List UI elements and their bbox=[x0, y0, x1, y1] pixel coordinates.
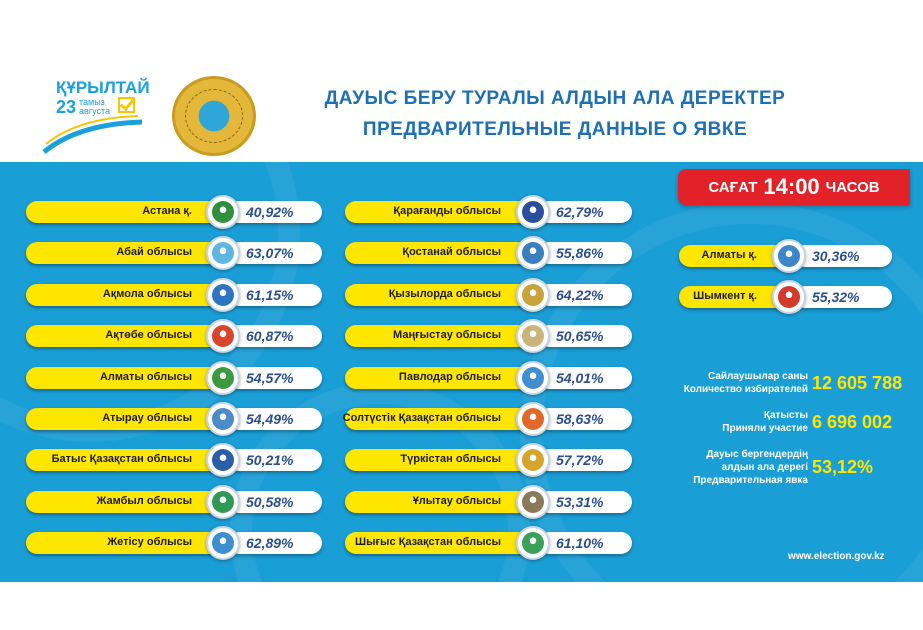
region-pill bbox=[345, 367, 541, 389]
shymkent-emblem-icon bbox=[772, 280, 806, 314]
time-suffix: ЧАСОВ bbox=[825, 178, 880, 196]
flag-ribbon-icon bbox=[38, 72, 148, 158]
region-turnout bbox=[538, 491, 632, 513]
participated-value: 6 696 002 bbox=[812, 412, 893, 432]
region-turnout-value: 40,92% bbox=[246, 204, 294, 220]
region-turnout-value: 57,72% bbox=[556, 452, 604, 468]
election-commission-seal bbox=[172, 76, 256, 156]
region-turnout bbox=[538, 242, 632, 264]
region-turnout-value: 30,36% bbox=[812, 248, 860, 264]
voters-label bbox=[672, 370, 808, 396]
region-name: Батыс Қазақстан облысы bbox=[51, 453, 192, 465]
region-name: Ақтөбе облысы bbox=[105, 329, 192, 341]
region-name: Алматы қ. bbox=[701, 249, 757, 261]
region-turnout-value: 50,65% bbox=[556, 328, 604, 344]
voters-label-kz: Сайлаушылар саны bbox=[707, 371, 808, 382]
region-turnout bbox=[228, 242, 322, 264]
ulytau-emblem-icon bbox=[516, 485, 550, 519]
zhetisu-emblem-icon bbox=[206, 526, 240, 560]
website-link[interactable]: www.election.gov.kz bbox=[788, 551, 885, 562]
turnout-value: 53,12% bbox=[812, 457, 874, 477]
kurultai-logo bbox=[38, 72, 148, 158]
region-turnout bbox=[538, 367, 632, 389]
region-turnout-value: 50,58% bbox=[246, 494, 294, 510]
turnout-label-kz2: алдын ала дерегі bbox=[721, 462, 808, 473]
region-name: Ақмола облысы bbox=[102, 288, 192, 300]
region-turnout bbox=[228, 408, 322, 430]
time-value: 14:00 bbox=[763, 174, 820, 199]
region-turnout-value: 58,63% bbox=[556, 411, 604, 427]
region-turnout-value: 50,21% bbox=[246, 452, 294, 468]
abai-emblem-icon bbox=[206, 236, 240, 270]
region-pill bbox=[26, 325, 232, 347]
turnout-label-kz1: Дауыс бергендердің bbox=[706, 449, 808, 460]
region-turnout bbox=[538, 449, 632, 471]
time-badge bbox=[678, 169, 910, 205]
east-kazakhstan-emblem-icon bbox=[516, 526, 550, 560]
region-name: Жетісу облысы bbox=[107, 536, 192, 548]
title-russian: ПРЕДВАРИТЕЛЬНЫЕ ДАННЫЕ О ЯВКЕ bbox=[362, 119, 748, 140]
logo-month: тамыз августа bbox=[79, 97, 110, 116]
logo-title: ҚҰРЫЛТАЙ bbox=[56, 78, 150, 97]
region-name: Қостанай облысы bbox=[402, 246, 501, 258]
region-pill bbox=[26, 449, 232, 471]
region-pill bbox=[26, 242, 232, 264]
region-pill bbox=[345, 201, 541, 223]
region-turnout-value: 54,49% bbox=[246, 411, 294, 427]
region-pill bbox=[342, 408, 541, 430]
region-turnout bbox=[228, 284, 322, 306]
region-turnout bbox=[538, 408, 632, 430]
region-turnout-value: 55,86% bbox=[556, 245, 604, 261]
region-pill bbox=[26, 367, 232, 389]
region-name: Алматы облысы bbox=[99, 371, 192, 383]
pavlodar-emblem-icon bbox=[516, 361, 550, 395]
region-turnout-value: 63,07% bbox=[246, 245, 294, 261]
logo-day: 23 bbox=[56, 97, 77, 117]
region-name: Атырау облысы bbox=[102, 412, 192, 424]
region-pill bbox=[345, 284, 541, 306]
region-turnout bbox=[538, 532, 632, 554]
region-turnout-value: 61,10% bbox=[556, 535, 604, 551]
region-pill bbox=[345, 532, 541, 554]
region-turnout-value: 55,32% bbox=[812, 289, 860, 305]
astana-emblem-icon bbox=[206, 195, 240, 229]
region-turnout-value: 61,15% bbox=[246, 287, 294, 303]
participated-label-ru: Приняли участие bbox=[722, 423, 808, 434]
region-turnout bbox=[228, 532, 322, 554]
west-kazakhstan-emblem-icon bbox=[206, 443, 240, 477]
region-pill bbox=[345, 449, 541, 471]
turnout-label-ru: Предварительная явка bbox=[693, 475, 808, 486]
region-turnout-value: 60,87% bbox=[246, 328, 294, 344]
atyrau-emblem-icon bbox=[206, 402, 240, 436]
akmola-emblem-icon bbox=[206, 278, 240, 312]
almaty-city-emblem-icon bbox=[772, 239, 806, 273]
region-name: Ұлытау облысы bbox=[412, 495, 501, 507]
region-turnout bbox=[538, 201, 632, 223]
region-turnout bbox=[228, 325, 322, 347]
region-pill bbox=[26, 491, 232, 513]
region-turnout bbox=[794, 245, 892, 267]
region-turnout-value: 64,22% bbox=[556, 287, 604, 303]
region-pill bbox=[345, 325, 541, 347]
almaty-region-emblem-icon bbox=[206, 361, 240, 395]
voters-label-ru: Количество избирателей bbox=[683, 384, 808, 395]
region-pill bbox=[26, 284, 232, 306]
region-name: Түркістан облысы bbox=[400, 453, 501, 465]
north-kazakhstan-emblem-icon bbox=[516, 402, 550, 436]
voters-value: 12 605 788 bbox=[812, 373, 903, 393]
region-turnout bbox=[228, 449, 322, 471]
region-turnout bbox=[228, 367, 322, 389]
region-turnout-value: 62,89% bbox=[246, 535, 294, 551]
region-name: Қарағанды облысы bbox=[393, 205, 501, 217]
region-turnout bbox=[228, 491, 322, 513]
region-name: Шымкент қ. bbox=[693, 290, 757, 302]
mangystau-emblem-icon bbox=[516, 319, 550, 353]
region-name: Маңғыстау облысы bbox=[393, 329, 501, 341]
region-name: Павлодар облысы bbox=[398, 371, 501, 383]
participated-label-kz: Қатысты bbox=[763, 410, 808, 421]
turkistan-emblem-icon bbox=[516, 443, 550, 477]
time-word: САҒАТ bbox=[708, 178, 758, 196]
region-name: Жамбыл облысы bbox=[96, 495, 192, 507]
turnout-label bbox=[660, 448, 808, 487]
region-name: Абай облысы bbox=[116, 246, 192, 258]
region-turnout bbox=[538, 284, 632, 306]
region-turnout-value: 54,01% bbox=[556, 370, 604, 386]
kostanay-emblem-icon bbox=[516, 236, 550, 270]
region-name: Шығыс Қазақстан облысы bbox=[355, 536, 501, 548]
region-pill bbox=[345, 242, 541, 264]
region-pill bbox=[26, 201, 232, 223]
zhambyl-emblem-icon bbox=[206, 485, 240, 519]
aktobe-emblem-icon bbox=[206, 319, 240, 353]
region-turnout-value: 54,57% bbox=[246, 370, 294, 386]
region-turnout bbox=[228, 201, 322, 223]
region-name: Солтүстік Қазақстан облысы bbox=[342, 412, 501, 424]
region-pill bbox=[345, 491, 541, 513]
region-turnout-value: 62,79% bbox=[556, 204, 604, 220]
karaganda-emblem-icon bbox=[516, 195, 550, 229]
region-pill bbox=[26, 408, 232, 430]
title-kazakh: ДАУЫС БЕРУ ТУРАЛЫ АЛДЫН АЛА ДЕРЕКТЕР bbox=[324, 88, 786, 109]
region-turnout bbox=[538, 325, 632, 347]
region-pill bbox=[26, 532, 232, 554]
region-name: Астана қ. bbox=[142, 205, 192, 217]
participated-label bbox=[672, 409, 808, 435]
kyzylorda-emblem-icon bbox=[516, 278, 550, 312]
region-turnout-value: 53,31% bbox=[556, 494, 604, 510]
region-turnout bbox=[794, 286, 892, 308]
header bbox=[0, 0, 923, 162]
region-name: Қызылорда облысы bbox=[388, 288, 501, 300]
